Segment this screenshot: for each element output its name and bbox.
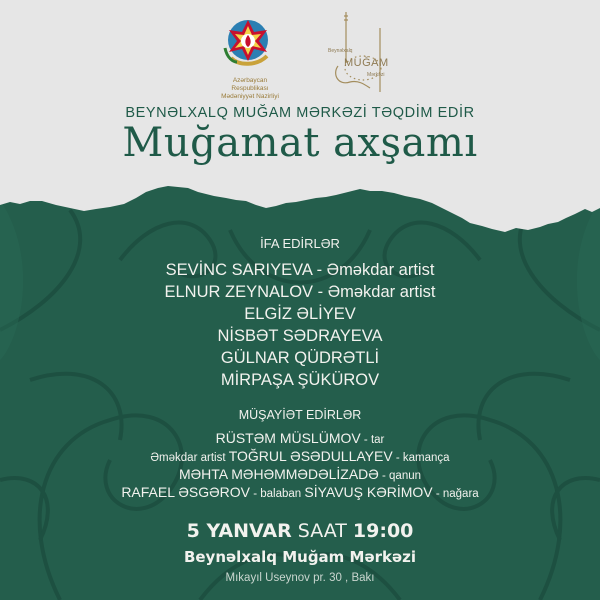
ministry-logo-caption-line1: Azərbaycan Respublikası	[231, 77, 269, 92]
presents-line: BEYNƏLXALQ MUĞAM MƏRKƏZİ TƏQDİM EDİR	[125, 105, 475, 121]
accompanist-instrument: - tar	[360, 434, 385, 446]
event-date: 5 YANVAR	[186, 520, 292, 542]
accompanist-instrument: - kamança	[392, 452, 450, 464]
performer-title: - Əməkdar artist	[313, 283, 436, 301]
accompanist-instrument: - qanun	[378, 470, 422, 482]
performers-heading: İFA EDİRLƏR	[260, 236, 340, 251]
accompanist-name: RÜSTƏM MÜSLÜMOV	[215, 430, 361, 446]
mugham-center-logo	[330, 8, 390, 98]
event-venue: Beynəlxalq Muğam Mərkəzi	[183, 548, 417, 566]
event-time-label: SAAT	[291, 520, 353, 542]
performer-row	[0, 327, 600, 346]
accompanist-instrument: - balaban	[250, 488, 305, 500]
performer-row	[0, 305, 600, 324]
performer-row	[0, 261, 600, 280]
accompanist-row	[0, 484, 600, 500]
performer-name: NİSBƏT SƏDRAYEVA	[217, 327, 383, 345]
event-datetime	[0, 520, 600, 542]
accompanist-name: TOĞRUL ƏSƏDULLAYEV	[228, 448, 393, 464]
accompanist-instrument: - nağara	[432, 488, 479, 500]
accompanist-row	[0, 466, 600, 482]
accompanist-row	[0, 430, 600, 446]
performer-title: - Əməkdar artist	[311, 261, 435, 279]
performer-name: SEVİNC SARIYEVA	[165, 261, 312, 279]
performer-name: ELGİZ ƏLİYEV	[244, 305, 356, 323]
accompanist-name: RAFAEL ƏSGƏROV	[121, 484, 251, 500]
ministry-logo-caption-line2: Mədəniyyət Nazirliyi	[221, 93, 279, 100]
center-logo-top-text: Beynəlxalq	[328, 48, 353, 54]
performer-name: MİRPAŞA ŞÜKÜROV	[220, 371, 380, 389]
accompanists-heading: MÜŞAYİƏT EDİRLƏR	[238, 408, 362, 422]
performer-row	[0, 283, 600, 302]
center-logo-bottom-text: Mərkəzi	[367, 72, 385, 78]
event-time: 19:00	[352, 520, 414, 542]
event-title: Muğamat axşamı	[122, 120, 478, 166]
ministry-of-culture-logo	[215, 12, 285, 101]
performer-name: GÜLNAR QÜDRƏTLİ	[220, 349, 380, 367]
event-address: Mıkayıl Useynov pr. 30 , Bakı	[225, 572, 375, 584]
performer-name: ELNUR ZEYNALOV	[164, 283, 314, 301]
performer-row	[0, 349, 600, 368]
azerbaijan-emblem-icon	[215, 12, 285, 72]
accompanist-name: MƏHTA MƏHƏMMƏDƏLİZADƏ	[178, 466, 379, 482]
accompanist-row	[0, 448, 600, 464]
accompanist-name: SİYAVUŞ KƏRİMOV	[304, 484, 433, 500]
center-logo-main-text: MUĞAM	[344, 57, 389, 69]
performer-row	[0, 371, 600, 390]
accompanist-title: Əməkdar artist	[150, 452, 229, 464]
